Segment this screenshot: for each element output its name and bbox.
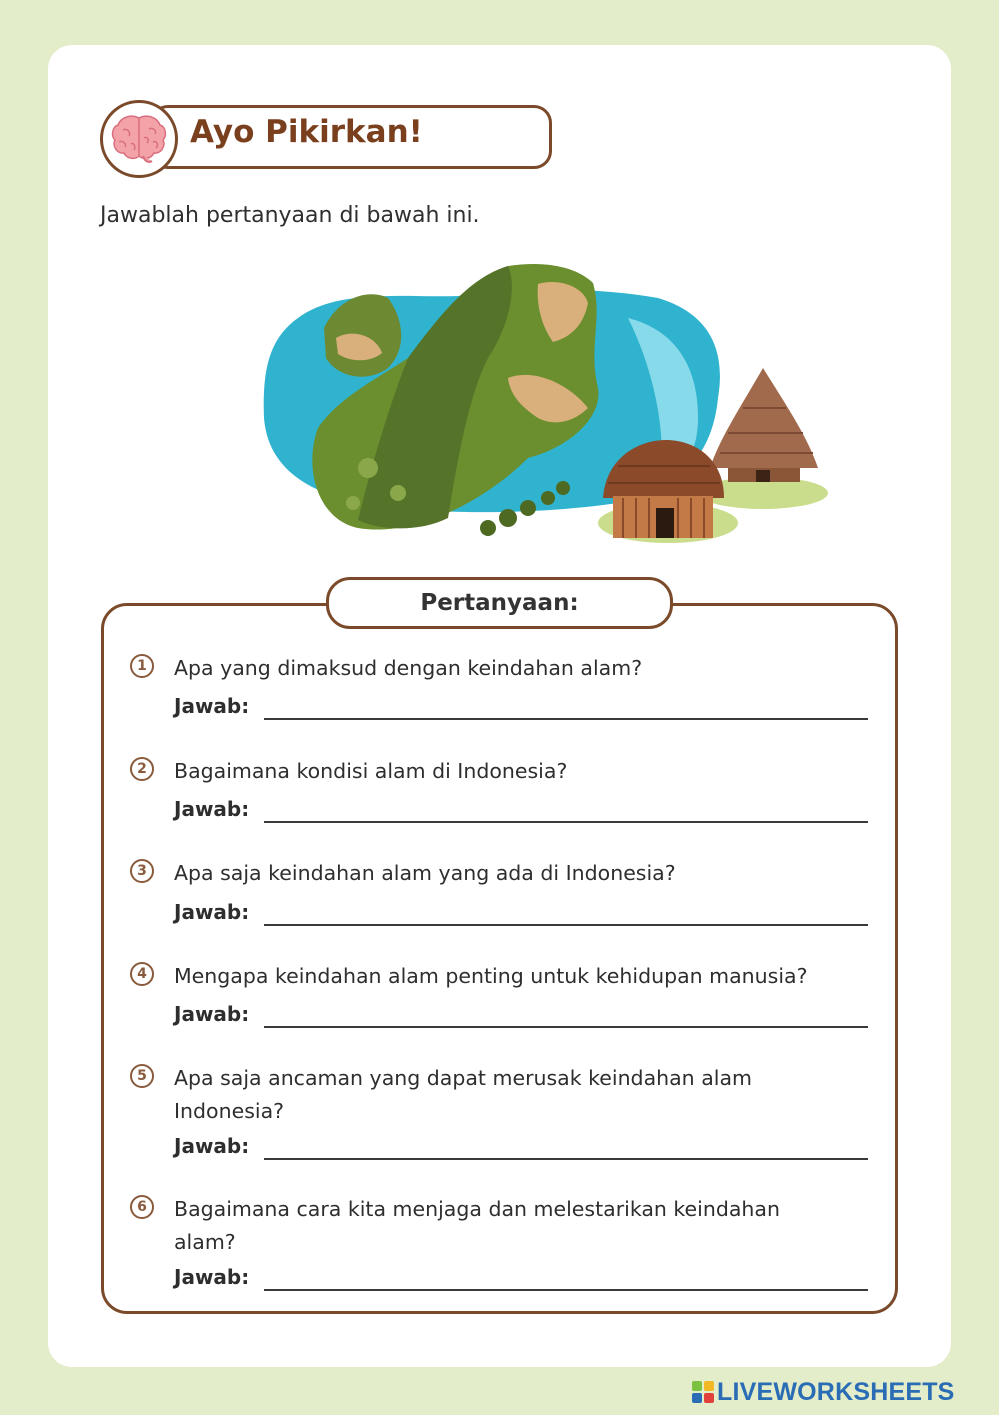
answer-label: Jawab: — [174, 694, 250, 718]
section-header — [100, 100, 560, 178]
question-text: Apa saja ancaman yang dapat merusak keindahan alam Indonesia? — [174, 1066, 752, 1123]
answer-line[interactable] — [264, 718, 868, 720]
answer-line[interactable] — [264, 1289, 868, 1291]
answer-line[interactable] — [264, 924, 868, 926]
question-text: Bagaimana cara kita menjaga dan melestarikan keindahan alam? — [174, 1197, 780, 1254]
question-number: 2 — [130, 757, 154, 781]
answer-line[interactable] — [264, 1026, 868, 1028]
questions-title: Pertanyaan: — [326, 577, 673, 629]
question-text: Apa yang dimaksud dengan keindahan alam? — [174, 656, 643, 680]
island-and-huts-illustration — [258, 258, 834, 558]
answer-label: Jawab: — [174, 900, 250, 924]
question-text: Mengapa keindahan alam penting untuk kehidupan manusia? — [174, 964, 808, 988]
question-number: 1 — [130, 654, 154, 678]
liveworksheets-logo-icon — [691, 1380, 715, 1404]
answer-line[interactable] — [264, 1158, 868, 1160]
answer-label: Jawab: — [174, 797, 250, 821]
question-number: 3 — [130, 859, 154, 883]
answer-field[interactable] — [174, 797, 868, 827]
page-title: Ayo Pikirkan! — [190, 114, 423, 150]
question-text: Bagaimana kondisi alam di Indonesia? — [174, 759, 568, 783]
question-number: 6 — [130, 1195, 154, 1219]
answer-field[interactable] — [174, 694, 868, 724]
liveworksheets-text: LIVEWORKSHEETS — [717, 1377, 955, 1406]
brain-icon — [100, 100, 178, 178]
answer-label: Jawab: — [174, 1002, 250, 1026]
answer-field[interactable] — [174, 900, 868, 930]
question-number: 5 — [130, 1064, 154, 1088]
question-number: 4 — [130, 962, 154, 986]
answer-field[interactable] — [174, 1265, 868, 1295]
answer-line[interactable] — [264, 821, 868, 823]
answer-label: Jawab: — [174, 1265, 250, 1289]
question-text: Apa saja keindahan alam yang ada di Indonesia? — [174, 861, 676, 885]
instruction-text: Jawablah pertanyaan di bawah ini. — [100, 203, 480, 228]
answer-field[interactable] — [174, 1134, 868, 1164]
answer-field[interactable] — [174, 1002, 868, 1032]
answer-label: Jawab: — [174, 1134, 250, 1158]
liveworksheets-brand — [691, 1376, 955, 1408]
